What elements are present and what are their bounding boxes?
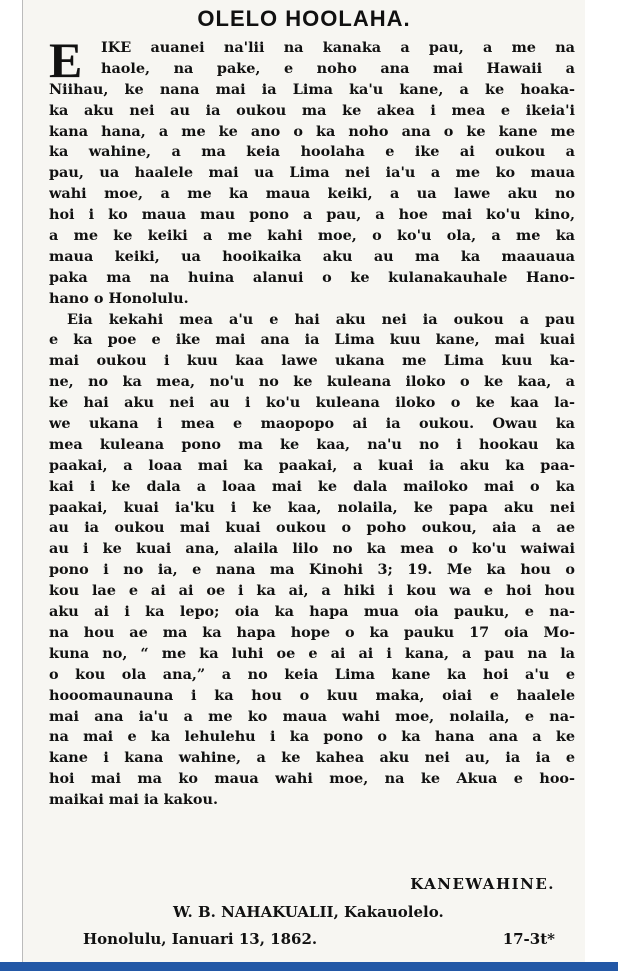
- witness-line: W. B. NAHAKUALII, Kakauolelo.: [173, 903, 444, 921]
- text-line: paka ma na huina alanui o ke kulanakauhale Hano-: [49, 268, 575, 286]
- text-line: hano o Honolulu.: [49, 289, 189, 307]
- text-line: mai ana ia'u a me ko maua wahi moe, nolaila, e na-: [49, 707, 575, 725]
- place-date: Honolulu, Ianuari 13, 1862.: [83, 930, 318, 948]
- dateline: [83, 930, 555, 948]
- text-line: na mai e ka lehulehu i ka pono o ka hana ana a ke: [49, 728, 575, 746]
- text-line: kai i ke dala a loaa mai ke dala mailoko mai o ka: [49, 477, 575, 495]
- text-line: IKE auanei na'lii na kanaka a pau, a me na: [101, 39, 575, 56]
- text-line: au i ke kuai ana, alaila lilo no ka mea o ko'u waiwai: [49, 540, 575, 558]
- issue-reference: 17-3t*: [502, 930, 555, 948]
- text-line: maua keiki, ua hooikaika aku au ma ka maauaua: [49, 247, 575, 265]
- text-line: maikai mai ia kakou.: [49, 791, 218, 809]
- text-line: ka aku nei au ia oukou ma ke akea i mea e ikeia'i: [49, 101, 575, 119]
- paragraph-1: [49, 32, 575, 310]
- text-line: ke hai aku nei au i ko'u kuleana iloko o ke kaa la-: [49, 394, 575, 412]
- text-line: Niihau, ke nana mai ia Lima ka'u kane, a ke hoaka-: [49, 80, 575, 98]
- text-line: aku ai i ka lepo; oia ka hapa mua oia pauku, e na-: [49, 603, 575, 621]
- text-line: e ka poe e ike mai ana ia Lima kuu kane, mai kuai: [49, 331, 575, 349]
- text-line: mai oukou i kuu kaa lawe ukana me Lima kuu ka-: [49, 352, 575, 370]
- text-line: au ia oukou mai kuai oukou o poho oukou, aia a ae: [49, 519, 575, 537]
- text-line: kuna no, “ me ka luhi oe e ai ai i kana, a pau na la: [49, 644, 575, 662]
- text-line: hooomaunauna i ka hou o kuu maka, oiai e haalele: [49, 686, 575, 704]
- text-line: pono i no ia, e nana ma Kinohi 3; 19. Me ka hou o: [49, 561, 575, 579]
- signature: KANEWAHINE.: [410, 875, 555, 893]
- text-line: hoi i ko maua mau pono a pau, a hoe mai ko'u kino,: [49, 206, 575, 224]
- notice-body: [49, 32, 575, 811]
- text-line: wahi moe, a me ka maua keiki, a ua lawe aku no: [49, 185, 575, 203]
- text-line: Eia kekahi mea a'u e hai aku nei ia oukou a pau: [67, 310, 575, 328]
- drop-cap: E: [49, 32, 83, 88]
- text-line: we ukana i mea e maopopo ai ia oukou. Owau ka: [49, 415, 575, 433]
- text-line: mea kuleana pono ma ke kaa, na'u no i hookau ka: [49, 435, 575, 453]
- text-line: kane i kana wahine, a ke kahea aku nei au, ia ia e: [49, 749, 575, 767]
- text-line: ne, no ka mea, no'u no ke kuleana iloko o ke kaa, a: [49, 373, 575, 391]
- text-line: kana hana, a me ke ano o ka noho ana o ke kane me: [49, 122, 575, 140]
- text-line: paakai, kuai ia'ku i ke kaa, nolaila, ke papa aku nei: [49, 498, 575, 516]
- notice-title: OLELO HOOLAHA.: [197, 6, 411, 31]
- paragraph-2: [49, 310, 575, 811]
- text-line: hoi mai ma ko maua wahi moe, na ke Akua e hoo-: [49, 770, 575, 788]
- text-line: haole, na pake, e noho ana mai Hawaii a: [101, 59, 575, 77]
- text-line: paakai, a loaa mai ka paakai, a kuai ia aku ka paa-: [49, 456, 575, 474]
- text-line: o kou ola ana,” a no keia Lima kane ka hoi a'u e: [49, 665, 575, 683]
- text-line: kou lae e ai ai oe i ka ai, a hiki i kou wa e hoi hou: [49, 582, 575, 600]
- bottom-edge-bar: [0, 962, 618, 971]
- text-line: ka wahine, a ma keia hoolaha e ike ai oukou a: [49, 143, 575, 161]
- text-line: na hou ae ma ka hapa hope o ka pauku 17 oia Mo-: [49, 623, 575, 641]
- newspaper-clipping: [22, 0, 585, 962]
- text-line: pau, ua haalele mai ua Lima nei ia'u a me ko maua: [49, 164, 575, 182]
- text-line: a me ke keiki a me kahi moe, o ko'u ola, a me ka: [49, 227, 575, 245]
